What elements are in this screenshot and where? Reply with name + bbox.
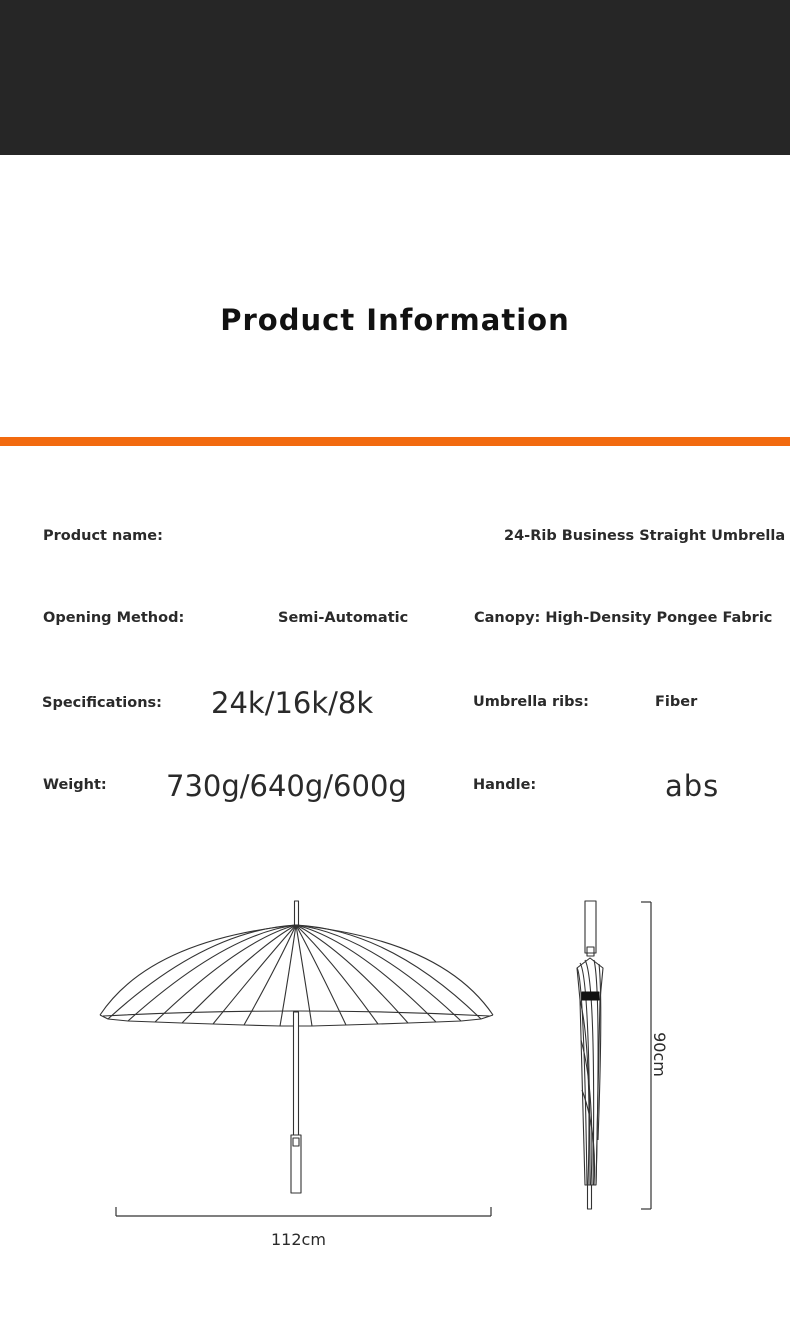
handle-label: Handle:	[473, 777, 537, 793]
handle-value: abs	[665, 769, 720, 803]
length-dimension-label: 90cm	[649, 1032, 669, 1077]
product-name-value: 24-Rib Business Straight Umbrella	[504, 528, 786, 544]
open-umbrella-drawing	[100, 901, 493, 1193]
ribs-value: Fiber	[655, 694, 698, 710]
product-name-label: Product name:	[43, 528, 163, 544]
specifications-value: 24k/16k/8k	[211, 686, 374, 720]
width-dimension-label: 112cm	[271, 1230, 326, 1249]
opening-method-label: Opening Method:	[43, 610, 185, 626]
ribs-label: Umbrella ribs:	[473, 694, 589, 710]
opening-method-value: Semi-Automatic	[278, 610, 409, 626]
weight-value: 730g/640g/600g	[166, 769, 407, 803]
page-title: Product Information	[220, 303, 570, 337]
width-dimension-line	[116, 1207, 491, 1216]
specifications-label: Specifications:	[42, 695, 162, 711]
weight-label: Weight:	[43, 777, 107, 793]
closed-umbrella-drawing	[577, 901, 603, 1209]
canopy-text: Canopy: High-Density Pongee Fabric	[474, 610, 773, 626]
